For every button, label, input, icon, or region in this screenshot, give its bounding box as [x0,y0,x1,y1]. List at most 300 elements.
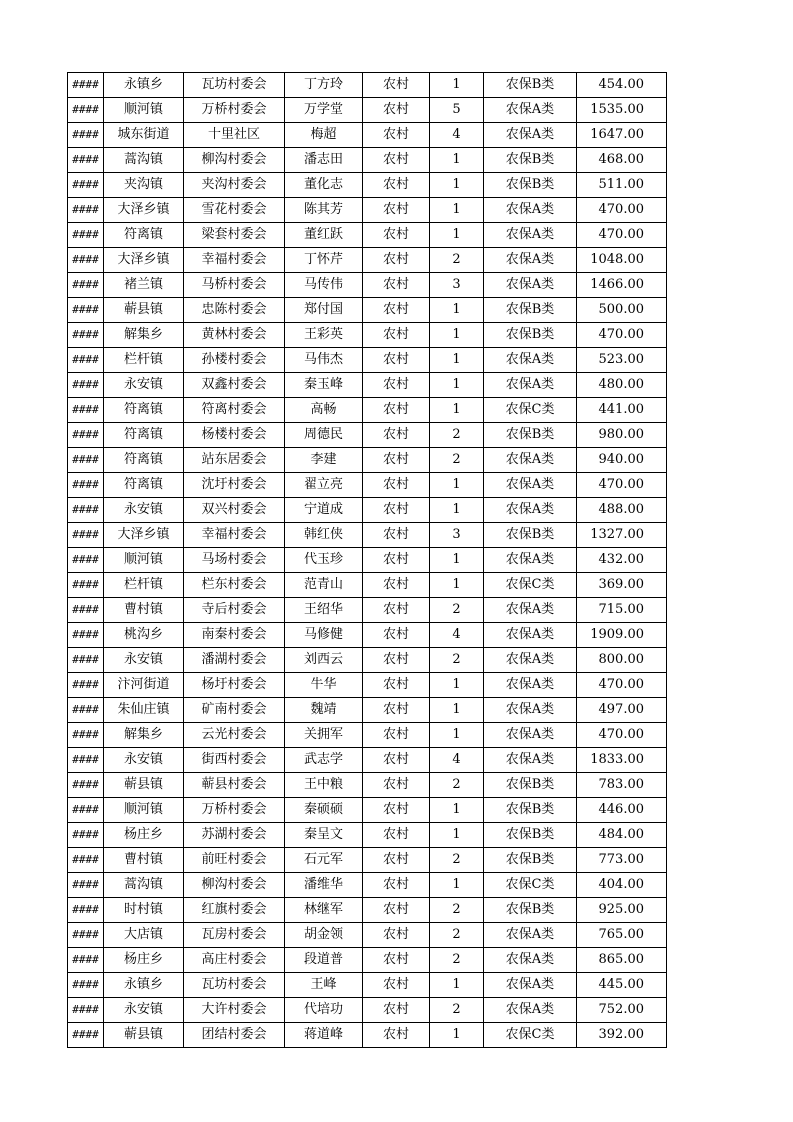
name-cell: 武志学 [285,748,363,773]
amount-cell: 1048.00 [577,248,667,273]
name-cell: 郑付国 [285,298,363,323]
town-cell: 夹沟镇 [104,173,184,198]
name-cell: 梅超 [285,123,363,148]
town-cell: 永安镇 [104,498,184,523]
area-type-cell: 农村 [363,798,430,823]
town-cell: 解集乡 [104,723,184,748]
town-cell: 杨庄乡 [104,948,184,973]
area-type-cell: 农村 [363,573,430,598]
name-cell: 丁方玲 [285,73,363,98]
town-cell: 栏杆镇 [104,573,184,598]
name-cell: 马修健 [285,623,363,648]
table-row [68,798,667,823]
household-count-cell: 1 [430,148,484,173]
insurance-category-cell: 农保A类 [484,973,577,998]
name-cell: 周德民 [285,423,363,448]
row-id-cell: #### [68,98,104,123]
row-id-cell: #### [68,323,104,348]
area-type-cell: 农村 [363,723,430,748]
amount-cell: 470.00 [577,723,667,748]
area-type-cell: 农村 [363,448,430,473]
amount-cell: 940.00 [577,448,667,473]
area-type-cell: 农村 [363,348,430,373]
village-cell: 瓦坊村委会 [184,73,285,98]
table-row [68,848,667,873]
household-count-cell: 2 [430,648,484,673]
row-id-cell: #### [68,473,104,498]
amount-cell: 783.00 [577,773,667,798]
name-cell: 丁怀芹 [285,248,363,273]
amount-cell: 445.00 [577,973,667,998]
name-cell: 胡金领 [285,923,363,948]
village-cell: 沈圩村委会 [184,473,285,498]
table-row [68,423,667,448]
insurance-category-cell: 农保A类 [484,748,577,773]
insurance-category-cell: 农保C类 [484,873,577,898]
household-count-cell: 4 [430,623,484,648]
amount-cell: 432.00 [577,548,667,573]
row-id-cell: #### [68,398,104,423]
name-cell: 董化志 [285,173,363,198]
area-type-cell: 农村 [363,823,430,848]
household-count-cell: 2 [430,898,484,923]
table-row [68,748,667,773]
village-cell: 柳沟村委会 [184,148,285,173]
insurance-category-cell: 农保A类 [484,598,577,623]
household-count-cell: 1 [430,173,484,198]
household-count-cell: 5 [430,98,484,123]
name-cell: 段道普 [285,948,363,973]
town-cell: 永安镇 [104,998,184,1023]
village-cell: 瓦房村委会 [184,923,285,948]
amount-cell: 752.00 [577,998,667,1023]
row-id-cell: #### [68,848,104,873]
insurance-category-cell: 农保A类 [484,548,577,573]
name-cell: 蒋道峰 [285,1023,363,1048]
area-type-cell: 农村 [363,973,430,998]
village-cell: 矿南村委会 [184,698,285,723]
name-cell: 关拥军 [285,723,363,748]
insurance-category-cell: 农保B类 [484,898,577,923]
area-type-cell: 农村 [363,148,430,173]
town-cell: 解集乡 [104,323,184,348]
village-cell: 街西村委会 [184,748,285,773]
village-cell: 柳沟村委会 [184,873,285,898]
name-cell: 秦呈文 [285,823,363,848]
row-id-cell: #### [68,823,104,848]
insurance-category-cell: 农保A类 [484,648,577,673]
town-cell: 栏杆镇 [104,348,184,373]
amount-cell: 454.00 [577,73,667,98]
table-row [68,548,667,573]
area-type-cell: 农村 [363,198,430,223]
table-row [68,1023,667,1048]
area-type-cell: 农村 [363,898,430,923]
town-cell: 曹村镇 [104,848,184,873]
household-count-cell: 2 [430,948,484,973]
village-cell: 孙楼村委会 [184,348,285,373]
row-id-cell: #### [68,373,104,398]
town-cell: 大泽乡镇 [104,523,184,548]
table-row [68,248,667,273]
amount-cell: 470.00 [577,223,667,248]
insurance-category-cell: 农保B类 [484,798,577,823]
insurance-category-cell: 农保A类 [484,123,577,148]
village-cell: 双鑫村委会 [184,373,285,398]
village-cell: 站东居委会 [184,448,285,473]
area-type-cell: 农村 [363,648,430,673]
household-count-cell: 1 [430,573,484,598]
insurance-category-cell: 农保A类 [484,473,577,498]
town-cell: 蕲县镇 [104,773,184,798]
town-cell: 永安镇 [104,748,184,773]
row-id-cell: #### [68,898,104,923]
insurance-category-cell: 农保B类 [484,423,577,448]
table-row [68,923,667,948]
area-type-cell: 农村 [363,698,430,723]
row-id-cell: #### [68,148,104,173]
village-cell: 蕲县村委会 [184,773,285,798]
town-cell: 桃沟乡 [104,623,184,648]
amount-cell: 404.00 [577,873,667,898]
name-cell: 石元军 [285,848,363,873]
area-type-cell: 农村 [363,998,430,1023]
household-count-cell: 1 [430,323,484,348]
name-cell: 董红跃 [285,223,363,248]
amount-cell: 765.00 [577,923,667,948]
insurance-category-cell: 农保A类 [484,673,577,698]
insurance-category-cell: 农保A类 [484,348,577,373]
row-id-cell: #### [68,448,104,473]
household-count-cell: 1 [430,873,484,898]
table-row [68,523,667,548]
amount-cell: 511.00 [577,173,667,198]
name-cell: 代培功 [285,998,363,1023]
insurance-category-cell: 农保A类 [484,998,577,1023]
insurance-category-cell: 农保A类 [484,698,577,723]
household-count-cell: 1 [430,1023,484,1048]
insurance-category-cell: 农保C类 [484,1023,577,1048]
insurance-category-cell: 农保A类 [484,723,577,748]
village-cell: 马桥村委会 [184,273,285,298]
amount-cell: 470.00 [577,473,667,498]
insurance-category-cell: 农保C类 [484,398,577,423]
town-cell: 蕲县镇 [104,298,184,323]
name-cell: 王彩英 [285,323,363,348]
household-count-cell: 1 [430,73,484,98]
table-row [68,173,667,198]
table-row [68,973,667,998]
village-cell: 杨楼村委会 [184,423,285,448]
name-cell: 秦硕硕 [285,798,363,823]
town-cell: 永镇乡 [104,73,184,98]
table-row [68,598,667,623]
area-type-cell: 农村 [363,398,430,423]
table-row [68,373,667,398]
area-type-cell: 农村 [363,323,430,348]
household-count-cell: 1 [430,723,484,748]
insurance-category-cell: 农保B类 [484,148,577,173]
village-cell: 十里社区 [184,123,285,148]
table-row [68,198,667,223]
household-count-cell: 4 [430,123,484,148]
name-cell: 马传伟 [285,273,363,298]
amount-cell: 480.00 [577,373,667,398]
household-count-cell: 1 [430,398,484,423]
row-id-cell: #### [68,173,104,198]
insurance-category-cell: 农保A类 [484,373,577,398]
row-id-cell: #### [68,548,104,573]
table-row [68,698,667,723]
village-cell: 双兴村委会 [184,498,285,523]
name-cell: 代玉珍 [285,548,363,573]
row-id-cell: #### [68,123,104,148]
row-id-cell: #### [68,498,104,523]
village-cell: 马场村委会 [184,548,285,573]
household-count-cell: 2 [430,998,484,1023]
town-cell: 褚兰镇 [104,273,184,298]
amount-cell: 773.00 [577,848,667,873]
village-cell: 瓦坊村委会 [184,973,285,998]
area-type-cell: 农村 [363,73,430,98]
amount-cell: 470.00 [577,323,667,348]
row-id-cell: #### [68,298,104,323]
town-cell: 符离镇 [104,423,184,448]
name-cell: 万学堂 [285,98,363,123]
insurance-category-cell: 农保B类 [484,773,577,798]
household-count-cell: 4 [430,748,484,773]
amount-cell: 800.00 [577,648,667,673]
town-cell: 大店镇 [104,923,184,948]
insurance-category-cell: 农保A类 [484,948,577,973]
table-row [68,298,667,323]
area-type-cell: 农村 [363,548,430,573]
household-count-cell: 1 [430,823,484,848]
town-cell: 符离镇 [104,448,184,473]
row-id-cell: #### [68,798,104,823]
area-type-cell: 农村 [363,173,430,198]
household-count-cell: 2 [430,923,484,948]
row-id-cell: #### [68,273,104,298]
row-id-cell: #### [68,723,104,748]
household-count-cell: 3 [430,523,484,548]
table-row [68,123,667,148]
amount-cell: 446.00 [577,798,667,823]
row-id-cell: #### [68,523,104,548]
town-cell: 朱仙庄镇 [104,698,184,723]
row-id-cell: #### [68,973,104,998]
amount-cell: 500.00 [577,298,667,323]
town-cell: 符离镇 [104,398,184,423]
table-row [68,223,667,248]
area-type-cell: 农村 [363,948,430,973]
table-row [68,98,667,123]
amount-cell: 1909.00 [577,623,667,648]
town-cell: 符离镇 [104,473,184,498]
table-row [68,948,667,973]
household-count-cell: 1 [430,673,484,698]
name-cell: 牛华 [285,673,363,698]
village-cell: 云光村委会 [184,723,285,748]
area-type-cell: 农村 [363,623,430,648]
insurance-category-cell: 农保A类 [484,248,577,273]
name-cell: 魏靖 [285,698,363,723]
village-cell: 忠陈村委会 [184,298,285,323]
area-type-cell: 农村 [363,273,430,298]
insurance-category-cell: 农保A类 [484,448,577,473]
row-id-cell: #### [68,423,104,448]
row-id-cell: #### [68,773,104,798]
village-cell: 黄林村委会 [184,323,285,348]
name-cell: 王峰 [285,973,363,998]
table-row [68,898,667,923]
household-count-cell: 1 [430,798,484,823]
town-cell: 永安镇 [104,373,184,398]
village-cell: 南秦村委会 [184,623,285,648]
name-cell: 潘维华 [285,873,363,898]
name-cell: 高畅 [285,398,363,423]
town-cell: 蕲县镇 [104,1023,184,1048]
area-type-cell: 农村 [363,473,430,498]
insurance-category-cell: 农保B类 [484,323,577,348]
household-count-cell: 1 [430,223,484,248]
town-cell: 城东街道 [104,123,184,148]
town-cell: 顺河镇 [104,98,184,123]
insurance-category-cell: 农保B类 [484,298,577,323]
amount-cell: 1833.00 [577,748,667,773]
row-id-cell: #### [68,73,104,98]
area-type-cell: 农村 [363,98,430,123]
insurance-category-cell: 农保A类 [484,198,577,223]
amount-cell: 468.00 [577,148,667,173]
row-id-cell: #### [68,348,104,373]
name-cell: 陈其芳 [285,198,363,223]
name-cell: 宁道成 [285,498,363,523]
amount-cell: 488.00 [577,498,667,523]
row-id-cell: #### [68,698,104,723]
area-type-cell: 农村 [363,773,430,798]
area-type-cell: 农村 [363,123,430,148]
village-cell: 梁套村委会 [184,223,285,248]
insurance-category-cell: 农保B类 [484,823,577,848]
area-type-cell: 农村 [363,498,430,523]
village-cell: 万桥村委会 [184,798,285,823]
household-count-cell: 1 [430,473,484,498]
name-cell: 刘西云 [285,648,363,673]
village-cell: 符离村委会 [184,398,285,423]
household-count-cell: 1 [430,348,484,373]
table-row [68,348,667,373]
village-cell: 潘湖村委会 [184,648,285,673]
row-id-cell: #### [68,673,104,698]
insurance-category-cell: 农保B类 [484,848,577,873]
amount-cell: 980.00 [577,423,667,448]
insurance-category-cell: 农保B类 [484,523,577,548]
table-row [68,623,667,648]
row-id-cell: #### [68,748,104,773]
household-count-cell: 1 [430,548,484,573]
amount-cell: 925.00 [577,898,667,923]
village-cell: 高庄村委会 [184,948,285,973]
town-cell: 曹村镇 [104,598,184,623]
town-cell: 大泽乡镇 [104,198,184,223]
area-type-cell: 农村 [363,923,430,948]
table-body [68,73,667,1048]
area-type-cell: 农村 [363,423,430,448]
area-type-cell: 农村 [363,673,430,698]
area-type-cell: 农村 [363,748,430,773]
village-cell: 雪花村委会 [184,198,285,223]
table-row [68,873,667,898]
table-row [68,73,667,98]
row-id-cell: #### [68,248,104,273]
amount-cell: 484.00 [577,823,667,848]
town-cell: 蒿沟镇 [104,873,184,898]
household-count-cell: 2 [430,773,484,798]
household-count-cell: 2 [430,848,484,873]
table-row [68,573,667,598]
insurance-category-cell: 农保A类 [484,273,577,298]
row-id-cell: #### [68,648,104,673]
name-cell: 潘志田 [285,148,363,173]
town-cell: 蒿沟镇 [104,148,184,173]
household-count-cell: 2 [430,598,484,623]
table-row [68,823,667,848]
amount-cell: 523.00 [577,348,667,373]
household-count-cell: 2 [430,448,484,473]
area-type-cell: 农村 [363,298,430,323]
amount-cell: 1327.00 [577,523,667,548]
village-cell: 幸福村委会 [184,523,285,548]
village-cell: 栏东村委会 [184,573,285,598]
row-id-cell: #### [68,623,104,648]
town-cell: 顺河镇 [104,798,184,823]
area-type-cell: 农村 [363,598,430,623]
household-count-cell: 1 [430,198,484,223]
village-cell: 红旗村委会 [184,898,285,923]
table-row [68,998,667,1023]
table-row [68,273,667,298]
name-cell: 王绍华 [285,598,363,623]
amount-cell: 1466.00 [577,273,667,298]
table-row [68,448,667,473]
insurance-category-cell: 农保A类 [484,923,577,948]
household-count-cell: 3 [430,273,484,298]
row-id-cell: #### [68,198,104,223]
area-type-cell: 农村 [363,248,430,273]
table-row [68,148,667,173]
amount-cell: 1535.00 [577,98,667,123]
town-cell: 顺河镇 [104,548,184,573]
insurance-category-cell: 农保A类 [484,623,577,648]
amount-cell: 497.00 [577,698,667,723]
name-cell: 林继军 [285,898,363,923]
insurance-category-cell: 农保B类 [484,73,577,98]
area-type-cell: 农村 [363,873,430,898]
village-cell: 苏湖村委会 [184,823,285,848]
relief-roster-table [67,72,667,1048]
row-id-cell: #### [68,948,104,973]
table-row [68,773,667,798]
amount-cell: 369.00 [577,573,667,598]
town-cell: 永安镇 [104,648,184,673]
area-type-cell: 农村 [363,223,430,248]
area-type-cell: 农村 [363,373,430,398]
amount-cell: 392.00 [577,1023,667,1048]
name-cell: 秦玉峰 [285,373,363,398]
village-cell: 杨圩村委会 [184,673,285,698]
amount-cell: 1647.00 [577,123,667,148]
